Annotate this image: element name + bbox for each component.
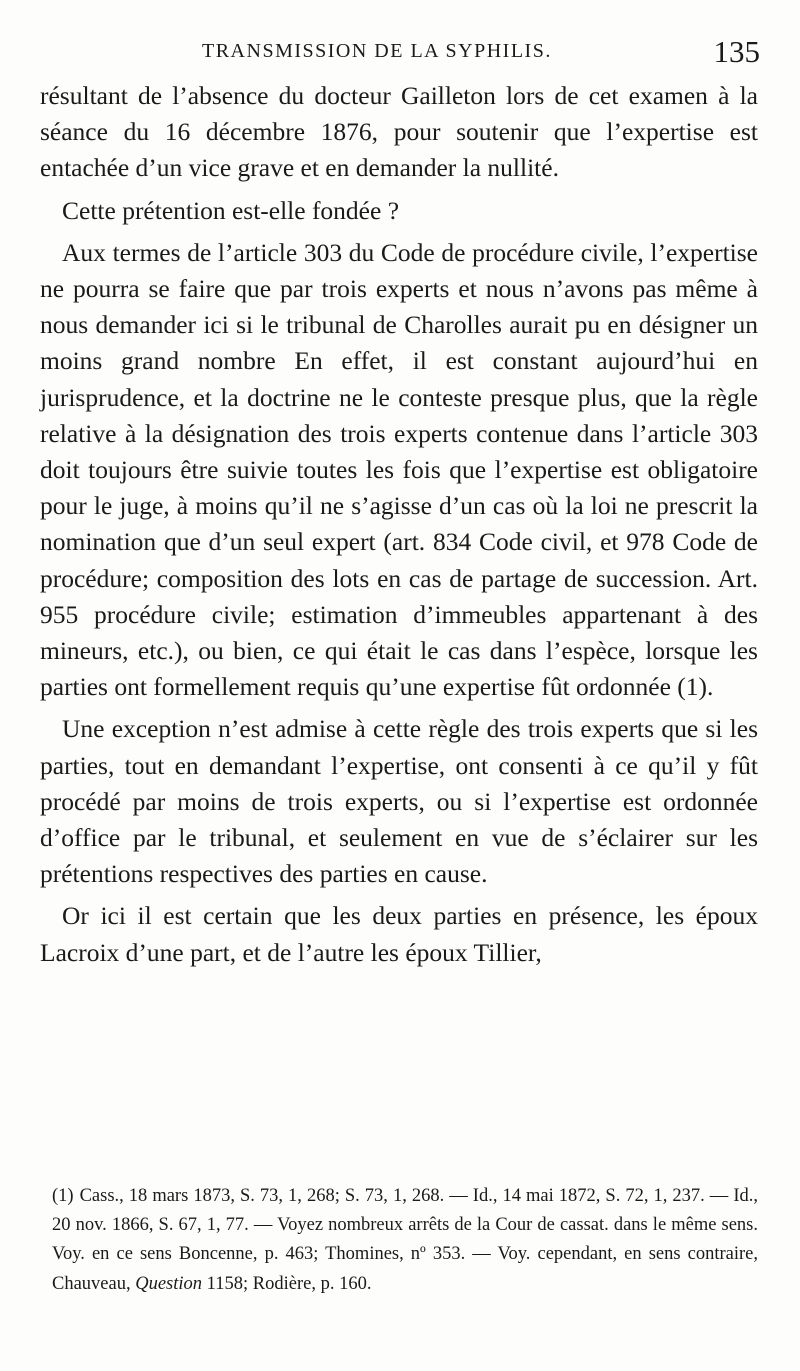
paragraph-parties: Or ici il est certain que les deux parties en présence, les époux Lacroix d’une part, et de l’autre les époux Tillier, bbox=[40, 901, 758, 967]
paragraph-article-303: Aux termes de l’article 303 du Code de procédure civile, l’expertise ne pourra se faire que par trois experts et nous n’avons pas même à nous demander ici si le tribunal de Charolles aurait pu en désigner un moins grand nombre En effet, il est constant aujourd’hui en jurisprudence, et la doctrine ne le conteste presque plus, que la règle relative à la désignation des trois experts contenue dans l’article 303 doit toujours être suivie toutes les fois que l’expertise est obligatoire pour le juge, à moins qu’il ne s’agisse d’un cas où la loi ne prescrit la nomination que d’un seul expert (art. 834 Code civil, et 978 Code de procédure; composition des lots en cas de partage de succession. Art. 955 procédure civile; estimation d’immeubles appartenant à des mineurs, etc.), ou bien, ce qui était le cas dans l’espèce, lorsque les parties ont formellement requis qu’une expertise fût ordonnée (1). bbox=[40, 237, 758, 702]
footnote-text: Cass., 18 mars 1873, S. 73, 1, 268; S. 73, 1, 268. — Id., 14 mai 1872, S. 72, 1, 237. — Id., 20 nov. 1866, S. 67, 1, 77. — Voyez nombreux arrêts de la Cour de cassat. dans le même sens. Voy. en ce sens Boncenne, p. 463; Thomines, nº 353. — Voy. cependant, en sens contraire, Chauveau, bbox=[52, 1186, 758, 1294]
running-title: TRANSMISSION DE LA SYPHILIS. bbox=[202, 40, 552, 62]
footnote-italic: Question bbox=[135, 1273, 203, 1294]
body-text bbox=[40, 78, 758, 977]
paragraph-question: Cette prétention est-elle fondée ? bbox=[62, 195, 400, 225]
footnotes bbox=[52, 1182, 758, 1299]
footnote-text-end: 1158; Rodière, p. 160. bbox=[202, 1273, 372, 1294]
paragraph-continuation: résultant de l’absence du docteur Gailleton lors de cet examen à la séance du 16 décembre 1876, pour soutenir que l’expertise est entachée d’un vice grave et en demander la nullité. bbox=[40, 81, 758, 183]
page-number: 135 bbox=[713, 34, 760, 69]
footnote-marker: (1) bbox=[52, 1186, 74, 1206]
paragraph-exception: Une exception n’est admise à cette règle des trois experts que si les parties, tout en demandant l’expertise, ont consenti à ce qu’il y fût procédé par moins de trois experts, ou si l’expertise est ordonnée d’office par le tribunal, et seulement en vue de s’éclairer sur les prétentions respectives des parties en cause. bbox=[40, 714, 758, 889]
footnote-1 bbox=[52, 1182, 758, 1299]
running-head bbox=[40, 34, 760, 74]
